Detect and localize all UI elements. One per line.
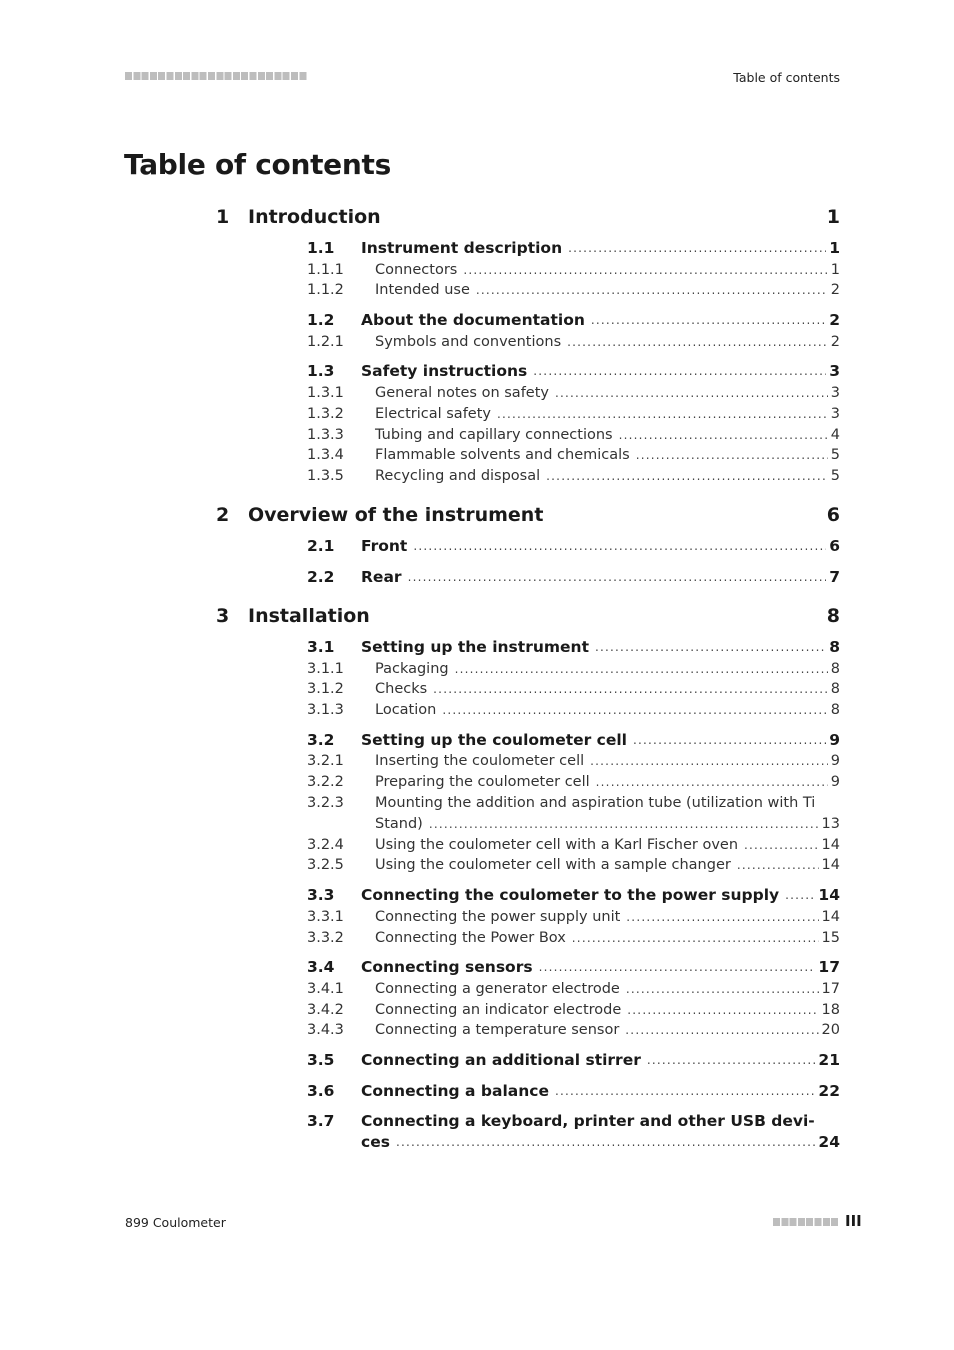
subsection-number: 3.2.2 bbox=[307, 774, 344, 791]
toc-subsection-entry[interactable] bbox=[0, 679, 954, 700]
toc-subsection-entry[interactable] bbox=[0, 979, 954, 1000]
leader-dots bbox=[626, 979, 819, 1000]
toc-section-entry[interactable] bbox=[0, 1111, 954, 1132]
toc-section-entry[interactable] bbox=[0, 567, 954, 588]
subsection-title: Connecting a generator electrode bbox=[375, 980, 620, 997]
subsection-title-line bbox=[375, 1000, 840, 1021]
subsection-title: Using the coulometer cell with a Karl Fischer oven bbox=[375, 836, 739, 853]
toc-subsection-entry[interactable] bbox=[0, 659, 954, 680]
subsection-page-number: 15 bbox=[821, 929, 840, 946]
section-title: Setting up the instrument bbox=[361, 638, 589, 656]
subsection-title-line bbox=[375, 260, 840, 281]
subsection-number: 3.1.1 bbox=[307, 660, 344, 677]
subsection-title: Symbols and conventions bbox=[375, 333, 562, 350]
chapter-title: Introduction bbox=[248, 206, 381, 228]
subsection-page-number: 1 bbox=[830, 261, 840, 278]
page-title: Table of contents bbox=[124, 148, 391, 181]
subsection-title-line bbox=[375, 772, 840, 793]
leader-dots bbox=[555, 1081, 815, 1102]
leader-dots bbox=[396, 1132, 815, 1153]
footer-product-name: 899 Coulometer bbox=[125, 1215, 226, 1230]
section-number: 3.7 bbox=[307, 1112, 335, 1131]
leader-dots bbox=[455, 659, 828, 680]
subsection-number: 3.2.1 bbox=[307, 753, 344, 770]
footer-page-number: III bbox=[845, 1212, 862, 1230]
subsection-title: Connecting the Power Box bbox=[375, 929, 566, 946]
leader-dots bbox=[785, 885, 815, 906]
subsection-title: Flammable solvents and chemicals bbox=[375, 447, 630, 464]
toc-subsection-entry[interactable] bbox=[0, 835, 954, 856]
section-title-line bbox=[361, 361, 840, 382]
leader-dots bbox=[555, 383, 828, 404]
toc-subsection-entry[interactable] bbox=[0, 907, 954, 928]
leader-dots bbox=[595, 637, 826, 658]
toc-subsection-continuation[interactable] bbox=[0, 814, 954, 835]
subsection-page-number: 13 bbox=[821, 815, 840, 832]
section-title: Connecting sensors bbox=[361, 958, 533, 977]
toc-section-entry[interactable] bbox=[0, 885, 954, 906]
toc-subsection-entry[interactable] bbox=[0, 751, 954, 772]
subsection-page-number: 2 bbox=[830, 282, 840, 299]
section-number: 3.6 bbox=[307, 1081, 335, 1100]
section-title-line bbox=[361, 238, 840, 259]
section-page-number: 22 bbox=[818, 1081, 840, 1100]
section-page-number: 7 bbox=[829, 567, 840, 586]
subsection-page-number: 5 bbox=[830, 468, 840, 485]
toc-subsection-entry[interactable] bbox=[0, 425, 954, 446]
subsection-title-line bbox=[375, 659, 840, 680]
leader-dots bbox=[442, 700, 827, 721]
subsection-number: 1.3.4 bbox=[307, 447, 344, 464]
subsection-number: 1.3.2 bbox=[307, 405, 344, 422]
subsection-title: Mounting the addition and aspiration tube (utilization with Ti bbox=[375, 795, 816, 811]
section-number: 1.1 bbox=[307, 239, 335, 257]
section-title: Connecting a keyboard, printer and other USB devi- bbox=[361, 1112, 815, 1131]
subsection-title-line bbox=[375, 466, 840, 487]
toc-section-entry[interactable] bbox=[0, 730, 954, 751]
subsection-page-number: 14 bbox=[821, 908, 840, 925]
section-title: Instrument description bbox=[361, 239, 563, 257]
section-title: About the documentation bbox=[361, 311, 585, 330]
section-title-line bbox=[361, 885, 840, 906]
subsection-title-line bbox=[375, 979, 840, 1000]
subsection-title-line bbox=[375, 280, 840, 301]
subsection-title: Recycling and disposal bbox=[375, 468, 541, 485]
section-page-number: 1 bbox=[829, 239, 840, 257]
subsection-title-line bbox=[375, 383, 840, 404]
section-title-line bbox=[361, 637, 840, 658]
leader-dots bbox=[627, 1000, 818, 1021]
section-number: 3.1 bbox=[307, 638, 335, 656]
subsection-title-line bbox=[375, 928, 840, 949]
subsection-page-number: 3 bbox=[830, 405, 840, 422]
leader-dots bbox=[546, 466, 828, 487]
subsection-page-number: 14 bbox=[821, 836, 840, 853]
leader-dots bbox=[744, 835, 819, 856]
subsection-number: 1.1.1 bbox=[307, 261, 344, 278]
toc-subsection-entry[interactable] bbox=[0, 700, 954, 721]
subsection-number: 1.1.2 bbox=[307, 282, 344, 299]
subsection-title-line bbox=[375, 404, 840, 425]
subsection-title-line bbox=[375, 814, 840, 835]
leader-dots bbox=[433, 679, 828, 700]
subsection-number: 3.3.1 bbox=[307, 908, 344, 925]
subsection-number: 3.3.2 bbox=[307, 929, 344, 946]
subsection-page-number: 9 bbox=[830, 753, 840, 770]
leader-dots bbox=[737, 855, 819, 876]
leader-dots bbox=[647, 1050, 816, 1071]
toc-section-entry[interactable] bbox=[0, 310, 954, 331]
chapter-page-number: 1 bbox=[826, 206, 840, 228]
subsection-title: Location bbox=[375, 702, 437, 719]
chapter-number: 1 bbox=[216, 206, 230, 228]
section-number: 3.2 bbox=[307, 730, 335, 749]
subsection-title-line bbox=[375, 907, 840, 928]
toc-section-entry[interactable] bbox=[0, 957, 954, 978]
subsection-page-number: 8 bbox=[830, 660, 840, 677]
chapter-number: 2 bbox=[216, 504, 230, 526]
section-page-number: 24 bbox=[818, 1133, 840, 1151]
subsection-title-line bbox=[375, 679, 840, 700]
leader-dots bbox=[636, 445, 828, 466]
header-decoration bbox=[125, 72, 307, 80]
leader-dots bbox=[572, 928, 819, 949]
subsection-title-line bbox=[375, 855, 840, 876]
section-title: Rear bbox=[361, 567, 402, 586]
toc-section-continuation[interactable] bbox=[0, 1132, 954, 1153]
toc-subsection-entry[interactable] bbox=[0, 772, 954, 793]
section-page-number: 8 bbox=[829, 638, 840, 656]
subsection-title-line bbox=[375, 425, 840, 446]
section-title: Connecting an additional stirrer bbox=[361, 1051, 641, 1070]
leader-dots bbox=[476, 280, 828, 301]
toc-section-entry[interactable] bbox=[0, 361, 954, 382]
subsection-title-line bbox=[375, 700, 840, 721]
subsection-number: 1.2.1 bbox=[307, 333, 344, 350]
subsection-title: Preparing the coulometer cell bbox=[375, 774, 590, 791]
subsection-title-line bbox=[375, 751, 840, 772]
subsection-number: 1.3.5 bbox=[307, 468, 344, 485]
subsection-number: 1.3.1 bbox=[307, 384, 344, 401]
toc-section-entry[interactable] bbox=[0, 637, 954, 658]
subsection-page-number: 8 bbox=[830, 702, 840, 719]
section-number: 2.2 bbox=[307, 567, 335, 586]
chapter-page-number: 8 bbox=[826, 605, 840, 627]
subsection-title-line bbox=[375, 445, 840, 466]
subsection-title: Connecting an indicator electrode bbox=[375, 1001, 622, 1018]
section-title: Connecting a balance bbox=[361, 1081, 549, 1100]
subsection-page-number: 4 bbox=[830, 426, 840, 443]
subsection-page-number: 8 bbox=[830, 681, 840, 698]
section-page-number: 14 bbox=[818, 886, 840, 905]
section-title-line bbox=[361, 957, 840, 978]
subsection-title: Using the coulometer cell with a sample changer bbox=[375, 857, 731, 874]
toc-section-entry[interactable] bbox=[0, 536, 954, 557]
subsection-page-number: 18 bbox=[821, 1001, 840, 1018]
chapter-number: 3 bbox=[216, 605, 230, 627]
section-title: Connecting the coulometer to the power supply bbox=[361, 886, 780, 905]
subsection-number: 3.2.3 bbox=[307, 795, 344, 811]
section-page-number: 6 bbox=[829, 537, 840, 555]
section-title-continuation: ces bbox=[361, 1133, 390, 1151]
leader-dots bbox=[429, 814, 819, 835]
leader-dots bbox=[591, 310, 826, 331]
section-page-number: 2 bbox=[829, 311, 840, 330]
subsection-page-number: 5 bbox=[830, 447, 840, 464]
section-number: 1.2 bbox=[307, 311, 335, 330]
subsection-number: 3.1.2 bbox=[307, 681, 344, 698]
toc-subsection-entry[interactable] bbox=[0, 404, 954, 425]
section-page-number: 3 bbox=[829, 362, 840, 381]
section-number: 3.5 bbox=[307, 1051, 335, 1070]
section-title-line bbox=[361, 1050, 840, 1071]
leader-dots bbox=[497, 404, 828, 425]
section-title-line bbox=[361, 567, 840, 588]
subsection-title: Checks bbox=[375, 681, 428, 698]
subsection-page-number: 9 bbox=[830, 774, 840, 791]
subsection-title: Packaging bbox=[375, 660, 449, 677]
subsection-page-number: 2 bbox=[830, 333, 840, 350]
toc-subsection-entry[interactable] bbox=[0, 383, 954, 404]
footer-decoration bbox=[773, 1218, 839, 1226]
section-number: 2.1 bbox=[307, 537, 335, 555]
chapter-title: Installation bbox=[248, 605, 370, 627]
section-page-number: 21 bbox=[818, 1051, 840, 1070]
subsection-number: 1.3.3 bbox=[307, 426, 344, 443]
section-page-number: 17 bbox=[818, 958, 840, 977]
subsection-title-line bbox=[375, 332, 840, 353]
subsection-page-number: 14 bbox=[821, 857, 840, 874]
subsection-number: 3.2.4 bbox=[307, 836, 344, 853]
section-title-line bbox=[361, 730, 840, 751]
toc-subsection-entry[interactable] bbox=[0, 1020, 954, 1041]
toc-section-entry[interactable] bbox=[0, 1050, 954, 1071]
section-title-line bbox=[361, 1081, 840, 1102]
section-page-number: 9 bbox=[829, 730, 840, 749]
subsection-number: 3.4.1 bbox=[307, 980, 344, 997]
subsection-title-continuation: Stand) bbox=[375, 815, 423, 832]
section-number: 3.4 bbox=[307, 958, 335, 977]
leader-dots bbox=[533, 361, 826, 382]
toc-chapter-entry[interactable] bbox=[0, 604, 954, 628]
section-number: 3.3 bbox=[307, 886, 335, 905]
toc-subsection-entry[interactable] bbox=[0, 466, 954, 487]
section-title: Setting up the coulometer cell bbox=[361, 730, 627, 749]
subsection-number: 3.4.3 bbox=[307, 1022, 344, 1039]
subsection-title: Tubing and capillary connections bbox=[375, 426, 613, 443]
section-title-line bbox=[361, 1132, 840, 1153]
leader-dots bbox=[619, 425, 828, 446]
subsection-title-line bbox=[375, 835, 840, 856]
toc-chapter-entry[interactable] bbox=[0, 503, 954, 527]
section-title: Safety instructions bbox=[361, 362, 528, 381]
leader-dots bbox=[633, 730, 826, 751]
subsection-page-number: 3 bbox=[830, 384, 840, 401]
leader-dots bbox=[596, 772, 828, 793]
toc-subsection-entry[interactable] bbox=[0, 1000, 954, 1021]
toc-subsection-entry[interactable] bbox=[0, 928, 954, 949]
toc-subsection-entry[interactable] bbox=[0, 280, 954, 301]
subsection-title: Electrical safety bbox=[375, 405, 491, 422]
chapter-page-number: 6 bbox=[826, 504, 840, 526]
subsection-number: 3.2.5 bbox=[307, 857, 344, 874]
toc-subsection-entry[interactable] bbox=[0, 445, 954, 466]
leader-dots bbox=[568, 238, 826, 259]
running-header-title: Table of contents bbox=[733, 70, 840, 85]
toc-section-entry[interactable] bbox=[0, 238, 954, 259]
section-number: 1.3 bbox=[307, 362, 335, 381]
subsection-title: Connecting the power supply unit bbox=[375, 908, 621, 925]
section-title-line bbox=[361, 536, 840, 557]
leader-dots bbox=[626, 907, 818, 928]
section-title: Front bbox=[361, 537, 408, 555]
subsection-title: Intended use bbox=[375, 282, 470, 299]
leader-dots bbox=[408, 567, 827, 588]
chapter-title: Overview of the instrument bbox=[248, 504, 544, 526]
toc-subsection-entry[interactable] bbox=[0, 855, 954, 876]
subsection-title: Connectors bbox=[375, 261, 458, 278]
leader-dots bbox=[590, 751, 828, 772]
subsection-page-number: 20 bbox=[821, 1022, 840, 1039]
leader-dots bbox=[567, 332, 828, 353]
subsection-title: General notes on safety bbox=[375, 384, 549, 401]
subsection-title: Connecting a temperature sensor bbox=[375, 1022, 620, 1039]
toc-subsection-entry[interactable] bbox=[0, 260, 954, 281]
leader-dots bbox=[413, 536, 826, 557]
leader-dots bbox=[625, 1020, 818, 1041]
toc-chapter-entry[interactable] bbox=[0, 205, 954, 229]
subsection-page-number: 17 bbox=[821, 980, 840, 997]
subsection-title-line bbox=[375, 1020, 840, 1041]
subsection-title: Inserting the coulometer cell bbox=[375, 753, 585, 770]
section-title-line bbox=[361, 310, 840, 331]
leader-dots bbox=[539, 957, 816, 978]
toc-subsection-entry[interactable] bbox=[0, 332, 954, 353]
subsection-number: 3.1.3 bbox=[307, 702, 344, 719]
subsection-number: 3.4.2 bbox=[307, 1001, 344, 1018]
toc-section-entry[interactable] bbox=[0, 1081, 954, 1102]
leader-dots bbox=[463, 260, 827, 281]
